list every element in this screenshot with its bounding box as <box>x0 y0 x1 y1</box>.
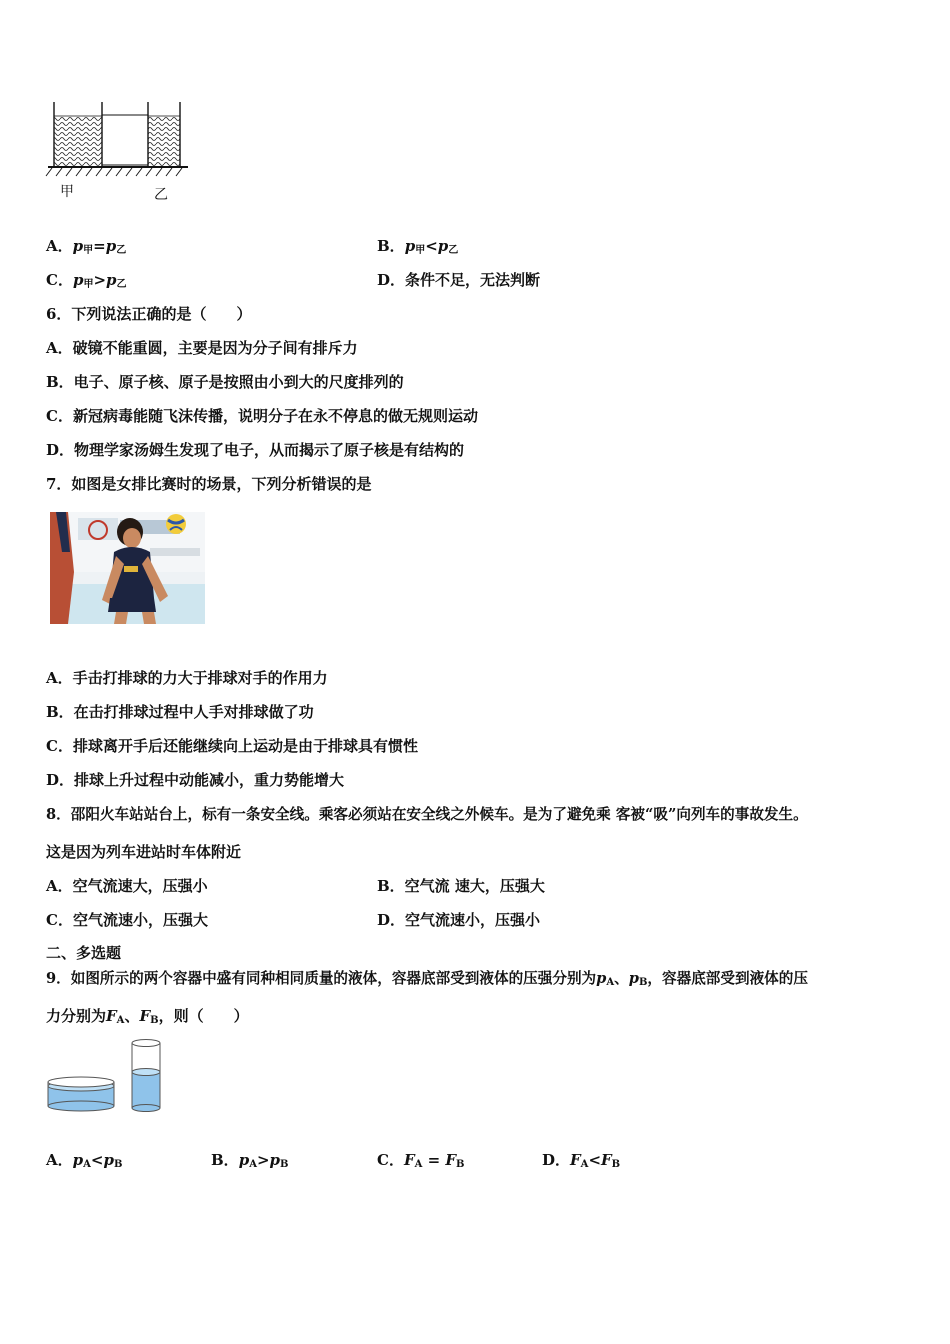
q6-option-a[interactable]: A．破镜不能重圆，主要是因为分子间有排斥力 <box>46 339 358 357</box>
symbol-f: F <box>106 1007 117 1025</box>
option-letter: B． <box>377 237 405 255</box>
subscript-a: A <box>116 1015 125 1026</box>
subscript-a: A <box>83 1159 91 1170</box>
subscript-a: A <box>580 1159 589 1170</box>
subscript-a: A <box>249 1159 257 1170</box>
symbol-f: F <box>139 1007 151 1025</box>
option-letter: A． <box>46 237 73 255</box>
subscript-a: A <box>606 977 615 988</box>
subscript-b: B <box>150 1015 159 1026</box>
q8-option-d[interactable]: D．空气流速小，压强小 <box>377 911 541 929</box>
operator: < <box>425 237 438 255</box>
symbol-p: p <box>106 271 117 289</box>
q8-option-a[interactable]: A．空气流速大，压强小 <box>46 877 208 895</box>
q9-option-c[interactable] <box>377 1150 465 1175</box>
q5-option-b[interactable] <box>377 236 458 261</box>
q8-stem-line2: 这是因为列车进站时车体附近 <box>46 843 242 861</box>
volleyball-photo <box>50 512 205 624</box>
q5-option-c[interactable] <box>46 270 127 295</box>
subscript-b: B <box>113 1159 123 1170</box>
option-letter: B． <box>211 1151 239 1169</box>
q9-option-a[interactable] <box>46 1150 122 1175</box>
operator: > <box>93 271 107 289</box>
q9-stem-text: ，则（ ） <box>158 1007 249 1025</box>
q9-option-b[interactable] <box>211 1150 288 1175</box>
symbol-p: p <box>105 237 117 255</box>
section-title: 二、多选题 <box>46 944 122 962</box>
operator: = <box>93 237 106 255</box>
q8-stem-line1: 8．邵阳火车站站台上，标有一条安全线。乘客必须站在安全线之外候车。是为了避免乘 客被“吸”向列车的事故发生。 <box>46 806 808 823</box>
option-letter: C． <box>46 271 73 289</box>
operator: > <box>256 1151 270 1169</box>
symbol-p: p <box>596 970 607 987</box>
subscript-b: B <box>611 1159 621 1170</box>
symbol-p: p <box>238 1151 250 1169</box>
subscript-yi: 乙 <box>116 245 127 256</box>
subscript-yi: 乙 <box>116 279 127 290</box>
separator: 、 <box>614 970 629 987</box>
symbol-p: p <box>628 970 639 987</box>
separator: 、 <box>124 1007 140 1025</box>
operator: = <box>422 1151 446 1169</box>
q7-stem: 7．如图是女排比赛时的场景，下列分析错误的是 <box>46 475 372 493</box>
option-letter: C． <box>377 1151 404 1169</box>
subscript-b: B <box>456 1159 465 1170</box>
q6-option-d[interactable]: D．物理学家汤姆生发现了电子，从而揭示了原子核是有结构的 <box>46 441 465 459</box>
q5-option-a[interactable] <box>46 236 126 261</box>
operator: < <box>588 1151 602 1169</box>
symbol-f: F <box>570 1151 581 1169</box>
subscript-jia: 甲 <box>83 245 94 256</box>
symbol-p: p <box>72 271 84 289</box>
symbol-p: p <box>103 1151 114 1169</box>
q7-option-a[interactable]: A．手击打排球的力大于排球对手的作用力 <box>46 669 328 687</box>
q9-stem-line1 <box>46 969 808 993</box>
option-letter: D． <box>542 1151 571 1169</box>
subscript-yi: 乙 <box>448 245 459 256</box>
subscript-a: A <box>414 1159 423 1170</box>
q7-option-b[interactable]: B．在击打排球过程中人手对排球做了功 <box>46 703 314 721</box>
symbol-p: p <box>404 237 416 255</box>
option-text: 条件不足，无法判断 <box>405 271 541 289</box>
q6-stem: 6．下列说法正确的是（ ） <box>46 305 252 323</box>
subscript-b: B <box>638 977 648 988</box>
symbol-p: p <box>269 1151 281 1169</box>
subscript-jia: 甲 <box>83 279 94 290</box>
symbol-f: F <box>403 1151 415 1169</box>
q9-stem-text: 力分别为 <box>46 1007 107 1025</box>
subscript-b: B <box>280 1159 289 1170</box>
q6-option-c[interactable]: C．新冠病毒能随飞沫传播，说明分子在永不停息的做无规则运动 <box>46 407 478 425</box>
q9-option-d[interactable] <box>542 1150 620 1175</box>
subscript-jia: 甲 <box>415 245 426 256</box>
q7-option-c[interactable]: C．排球离开手后还能继续向上运动是由于排球具有惯性 <box>46 737 418 755</box>
q9-stem-text: ，容器底部受到液体的压 <box>647 970 808 987</box>
option-letter: D． <box>377 271 406 289</box>
q5-option-d[interactable] <box>377 270 540 290</box>
symbol-p: p <box>72 237 84 255</box>
q9-stem-line2 <box>46 1006 249 1031</box>
symbol-p: p <box>437 237 449 255</box>
q8-option-c[interactable]: C．空气流速小，压强大 <box>46 911 208 929</box>
q9-stem-text: 9．如图所示的两个容器中盛有同种相同质量的液体，容器底部受到液体的压强分别为 <box>46 970 597 987</box>
q8-option-b[interactable]: B．空气流 速大，压强大 <box>377 877 545 895</box>
symbol-p: p <box>72 1151 84 1169</box>
q6-option-b[interactable]: B．电子、原子核、原子是按照由小到大的尺度排列的 <box>46 373 404 391</box>
two-vessels-figure <box>44 1036 168 1116</box>
symbol-f: F <box>445 1151 457 1169</box>
option-letter: A． <box>46 1151 73 1169</box>
label-jia: 甲 <box>60 184 74 200</box>
label-yi: 乙 <box>154 187 168 203</box>
operator: < <box>90 1151 104 1169</box>
q7-option-d[interactable]: D．排球上升过程中动能减小，重力势能增大 <box>46 771 345 789</box>
symbol-f: F <box>601 1151 612 1169</box>
